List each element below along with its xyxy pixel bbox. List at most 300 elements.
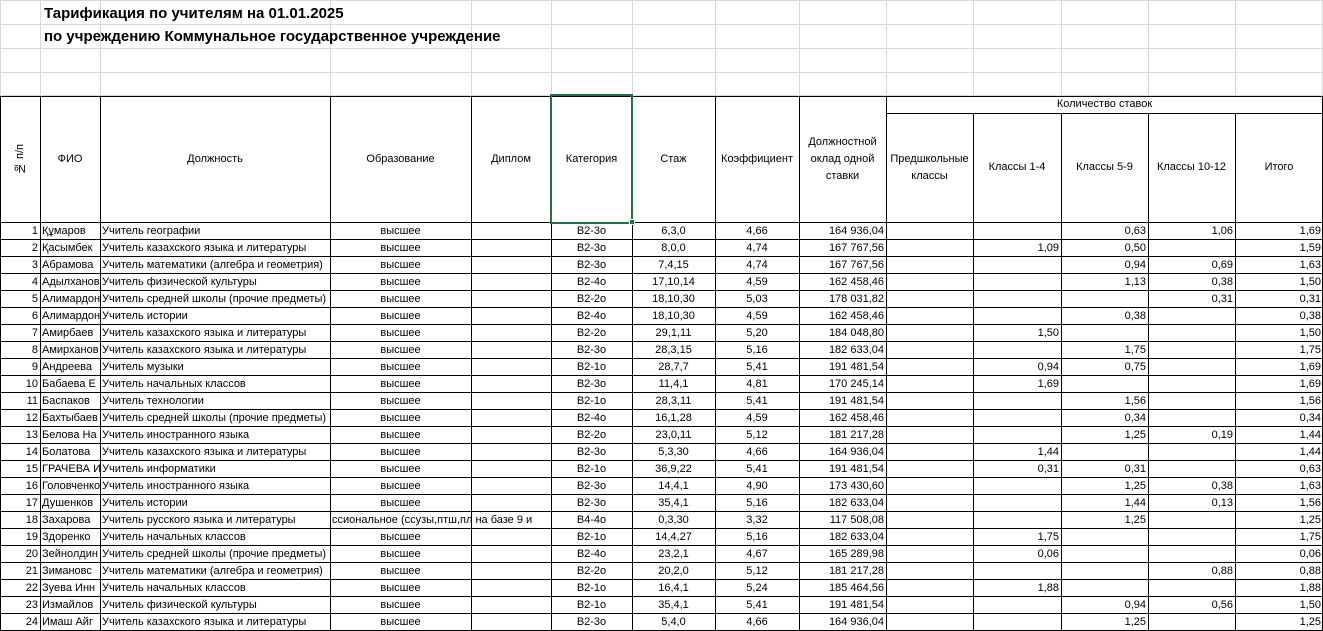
row-position[interactable]: Учитель средней школы (прочие предметы) xyxy=(102,548,327,560)
row-diploma[interactable] xyxy=(471,580,551,597)
row-fio[interactable]: Зейнолдин xyxy=(42,548,98,560)
row-grades-5-9[interactable]: 1,25 xyxy=(1124,480,1146,492)
row-diploma[interactable] xyxy=(471,597,551,614)
row-grades-10-12[interactable]: 0,38 xyxy=(1211,480,1233,492)
row-education[interactable]: высшее xyxy=(380,446,421,458)
row-experience[interactable]: 17,10,14 xyxy=(652,276,695,288)
header-education[interactable]: Образование xyxy=(366,152,435,165)
row-grades-1-4[interactable]: 1,09 xyxy=(1037,242,1059,254)
row-num[interactable]: 3 xyxy=(31,259,38,271)
row-grades-5-9[interactable]: 1,25 xyxy=(1124,514,1146,526)
row-position[interactable]: Учитель иностранного языка xyxy=(102,429,250,441)
row-grades-5-9[interactable]: 1,44 xyxy=(1124,497,1146,509)
row-grades-10-12[interactable] xyxy=(1148,461,1235,478)
row-total[interactable]: 1,69 xyxy=(1299,361,1321,373)
row-coefficient[interactable]: 4,59 xyxy=(746,412,768,424)
row-coefficient[interactable]: 3,32 xyxy=(746,514,768,526)
row-salary[interactable]: 184 048,80 xyxy=(828,327,884,339)
row-fio[interactable]: Зуева Инн xyxy=(42,582,96,594)
row-coefficient[interactable]: 5,24 xyxy=(746,582,768,594)
row-category[interactable]: В2-1о xyxy=(576,463,607,475)
row-coefficient[interactable]: 4,66 xyxy=(746,446,768,458)
row-category[interactable]: В2-2о xyxy=(576,293,607,305)
row-coefficient[interactable]: 5,12 xyxy=(746,565,768,577)
row-grades-5-9[interactable] xyxy=(1061,291,1148,308)
row-category[interactable]: В2-1о xyxy=(576,395,607,407)
row-category[interactable]: В2-3о xyxy=(576,259,607,271)
row-coefficient[interactable]: 4,74 xyxy=(746,242,768,254)
row-grades-1-4[interactable] xyxy=(973,512,1061,529)
row-education[interactable]: высшее xyxy=(380,310,421,322)
row-diploma[interactable] xyxy=(471,512,551,529)
row-total[interactable]: 1,44 xyxy=(1299,446,1321,458)
row-fio[interactable]: Қасымбек xyxy=(42,242,93,254)
row-grades-5-9[interactable] xyxy=(1061,580,1148,597)
row-category[interactable]: В2-1о xyxy=(576,582,607,594)
row-num[interactable]: 9 xyxy=(31,361,38,373)
row-grades-10-12[interactable]: 0,13 xyxy=(1211,497,1233,509)
row-grades-5-9[interactable] xyxy=(1061,376,1148,393)
row-salary[interactable]: 181 217,28 xyxy=(828,565,884,577)
row-grades-5-9[interactable]: 1,25 xyxy=(1124,429,1146,441)
row-position[interactable]: Учитель начальных классов xyxy=(102,582,246,594)
row-grades-5-9[interactable]: 1,56 xyxy=(1124,395,1146,407)
row-salary[interactable]: 182 633,04 xyxy=(828,531,884,543)
row-grades-5-9[interactable] xyxy=(1061,563,1148,580)
row-experience[interactable]: 28,7,7 xyxy=(658,361,689,373)
row-position[interactable]: Учитель информатики xyxy=(102,463,216,475)
row-fio[interactable]: Головченко xyxy=(42,480,101,492)
row-education[interactable]: высшее xyxy=(380,599,421,611)
row-category[interactable]: В2-3о xyxy=(576,616,607,628)
row-grades-1-4[interactable] xyxy=(973,342,1061,359)
row-grades-5-9[interactable]: 0,94 xyxy=(1124,259,1146,271)
row-education[interactable]: высшее xyxy=(380,565,421,577)
row-num[interactable]: 13 xyxy=(25,429,38,441)
row-preschool[interactable] xyxy=(886,410,973,427)
row-salary[interactable]: 167 767,56 xyxy=(828,242,884,254)
row-total[interactable]: 0,06 xyxy=(1299,548,1321,560)
row-preschool[interactable] xyxy=(886,427,973,444)
row-grades-10-12[interactable] xyxy=(1148,444,1235,461)
row-position[interactable]: Учитель технологии xyxy=(102,395,204,407)
row-grades-10-12[interactable] xyxy=(1148,359,1235,376)
row-category[interactable]: В2-4о xyxy=(576,412,607,424)
row-coefficient[interactable]: 4,74 xyxy=(746,259,768,271)
row-total[interactable]: 1,63 xyxy=(1299,259,1321,271)
row-grades-1-4[interactable] xyxy=(973,614,1061,631)
row-position[interactable]: Учитель казахского языка и литературы xyxy=(102,616,307,628)
row-total[interactable]: 1,75 xyxy=(1299,344,1321,356)
row-diploma[interactable] xyxy=(471,614,551,631)
header-category[interactable]: Категория xyxy=(565,152,618,165)
row-grades-5-9[interactable] xyxy=(1061,546,1148,563)
row-grades-5-9[interactable]: 0,94 xyxy=(1124,599,1146,611)
row-education[interactable]: высшее xyxy=(380,276,421,288)
row-num[interactable]: 19 xyxy=(25,531,38,543)
row-grades-5-9[interactable] xyxy=(1061,325,1148,342)
row-total[interactable]: 1,69 xyxy=(1299,378,1321,390)
row-diploma[interactable] xyxy=(471,257,551,274)
row-category[interactable]: В2-4о xyxy=(576,310,607,322)
row-preschool[interactable] xyxy=(886,274,973,291)
row-total[interactable]: 1,59 xyxy=(1299,242,1321,254)
row-education[interactable]: высшее xyxy=(380,344,421,356)
row-preschool[interactable] xyxy=(886,257,973,274)
row-education[interactable]: высшее xyxy=(380,327,421,339)
row-grades-10-12[interactable] xyxy=(1148,529,1235,546)
row-salary[interactable]: 167 767,56 xyxy=(828,259,884,271)
row-grades-10-12[interactable] xyxy=(1148,614,1235,631)
row-education[interactable]: высшее xyxy=(380,548,421,560)
row-salary[interactable]: 164 936,04 xyxy=(828,616,884,628)
row-grades-1-4[interactable] xyxy=(973,393,1061,410)
row-category[interactable]: В2-2о xyxy=(576,565,607,577)
row-num[interactable]: 15 xyxy=(25,463,38,475)
row-fio[interactable]: Болатова xyxy=(42,446,91,458)
row-category[interactable]: В2-3о xyxy=(576,242,607,254)
row-num[interactable]: 11 xyxy=(26,395,38,407)
row-position[interactable]: Учитель географии xyxy=(102,225,201,237)
row-diploma[interactable] xyxy=(471,393,551,410)
row-position[interactable]: Учитель математики (алгебра и геометрия) xyxy=(102,565,323,577)
row-education[interactable]: высшее xyxy=(380,378,421,390)
row-salary[interactable]: 182 633,04 xyxy=(828,344,884,356)
row-total[interactable]: 1,56 xyxy=(1299,497,1321,509)
row-experience[interactable]: 23,2,1 xyxy=(658,548,689,560)
row-num[interactable]: 24 xyxy=(25,616,38,628)
row-salary[interactable]: 162 458,46 xyxy=(828,310,884,322)
row-experience[interactable]: 28,3,15 xyxy=(655,344,692,356)
row-category[interactable]: В2-4о xyxy=(576,276,607,288)
row-preschool[interactable] xyxy=(886,614,973,631)
row-grades-5-9[interactable]: 0,63 xyxy=(1124,225,1146,237)
row-salary[interactable]: 191 481,54 xyxy=(828,395,884,407)
row-position[interactable]: Учитель средней школы (прочие предметы) xyxy=(102,293,327,305)
row-position[interactable]: Учитель русского языка и литературы xyxy=(102,514,296,526)
row-preschool[interactable] xyxy=(886,546,973,563)
row-coefficient[interactable]: 5,12 xyxy=(746,429,768,441)
row-experience[interactable]: 11,4,1 xyxy=(658,378,689,390)
row-experience[interactable]: 35,4,1 xyxy=(658,497,689,509)
row-num[interactable]: 6 xyxy=(31,310,38,322)
row-coefficient[interactable]: 4,90 xyxy=(746,480,768,492)
row-grades-5-9[interactable]: 0,75 xyxy=(1124,361,1146,373)
row-coefficient[interactable]: 4,66 xyxy=(746,225,768,237)
row-total[interactable]: 1,50 xyxy=(1299,599,1321,611)
row-grades-5-9[interactable]: 0,38 xyxy=(1124,310,1146,322)
row-education[interactable]: высшее xyxy=(380,259,421,271)
row-grades-10-12[interactable]: 0,31 xyxy=(1211,293,1233,305)
row-experience[interactable]: 18,10,30 xyxy=(652,293,695,305)
fill-handle[interactable] xyxy=(629,219,635,225)
row-experience[interactable]: 7,4,15 xyxy=(658,259,689,271)
row-salary[interactable]: 164 936,04 xyxy=(828,446,884,458)
row-grades-1-4[interactable] xyxy=(973,478,1061,495)
header-grades-5-9[interactable]: Классы 5-9 xyxy=(1076,161,1133,173)
row-diploma[interactable] xyxy=(471,444,551,461)
row-education[interactable]: высшее xyxy=(380,361,421,373)
row-category[interactable]: В2-4о xyxy=(576,548,607,560)
row-salary[interactable]: 182 633,04 xyxy=(828,497,884,509)
row-grades-5-9[interactable]: 1,75 xyxy=(1124,344,1146,356)
row-diploma[interactable] xyxy=(471,359,551,376)
row-diploma[interactable] xyxy=(471,223,551,240)
row-fio[interactable]: Измайлов xyxy=(42,599,94,611)
row-grades-1-4[interactable]: 0,31 xyxy=(1037,463,1059,475)
row-preschool[interactable] xyxy=(886,597,973,614)
header-total[interactable]: Итого xyxy=(1264,161,1294,173)
header-grades-10-12[interactable]: Классы 10-12 xyxy=(1156,161,1227,173)
row-total[interactable]: 0,88 xyxy=(1299,565,1321,577)
row-preschool[interactable] xyxy=(886,223,973,240)
row-total[interactable]: 1,50 xyxy=(1299,276,1321,288)
row-num[interactable]: 1 xyxy=(31,225,38,237)
row-coefficient[interactable]: 4,59 xyxy=(746,310,768,322)
row-coefficient[interactable]: 5,16 xyxy=(746,344,768,356)
row-grades-5-9[interactable] xyxy=(1061,529,1148,546)
row-num[interactable]: 10 xyxy=(25,378,38,390)
row-total[interactable]: 1,25 xyxy=(1299,616,1321,628)
row-grades-5-9[interactable]: 1,13 xyxy=(1124,276,1146,288)
row-grades-1-4[interactable] xyxy=(973,291,1061,308)
row-preschool[interactable] xyxy=(886,342,973,359)
row-grades-10-12[interactable] xyxy=(1148,580,1235,597)
row-experience[interactable]: 18,10,30 xyxy=(652,310,695,322)
row-coefficient[interactable]: 5,41 xyxy=(746,361,768,373)
row-coefficient[interactable]: 5,41 xyxy=(746,599,768,611)
row-diploma[interactable] xyxy=(471,427,551,444)
row-grades-5-9[interactable]: 0,34 xyxy=(1124,412,1146,424)
row-num[interactable]: 22 xyxy=(25,582,38,594)
row-grades-1-4[interactable]: 1,44 xyxy=(1037,446,1059,458)
row-preschool[interactable] xyxy=(886,240,973,257)
row-grades-10-12[interactable]: 0,56 xyxy=(1211,599,1233,611)
row-num[interactable]: 4 xyxy=(31,276,38,288)
row-num[interactable]: 20 xyxy=(25,548,38,560)
row-salary[interactable]: 162 458,46 xyxy=(828,412,884,424)
row-fio[interactable]: Амирханов xyxy=(42,344,99,356)
row-category[interactable]: В2-2о xyxy=(576,429,607,441)
row-fio[interactable]: Бахтыбаев xyxy=(42,412,98,424)
row-grades-5-9[interactable]: 1,25 xyxy=(1124,616,1146,628)
row-total[interactable]: 1,63 xyxy=(1299,480,1321,492)
row-total[interactable]: 1,44 xyxy=(1299,429,1321,441)
row-fio[interactable]: Здоренко xyxy=(42,531,91,543)
row-diploma[interactable] xyxy=(471,461,551,478)
row-category[interactable]: В4-4о xyxy=(576,514,607,526)
header-preschool[interactable]: Предшкольные классы xyxy=(890,152,969,182)
row-education[interactable]: высшее xyxy=(380,225,421,237)
row-position[interactable]: Учитель физической культуры xyxy=(102,599,257,611)
row-diploma[interactable] xyxy=(471,529,551,546)
row-diploma[interactable] xyxy=(471,410,551,427)
header-experience[interactable]: Стаж xyxy=(660,152,687,165)
row-grades-10-12[interactable] xyxy=(1148,512,1235,529)
row-num[interactable]: 2 xyxy=(31,242,38,254)
row-grades-1-4[interactable] xyxy=(973,495,1061,512)
row-experience[interactable]: 5,3,30 xyxy=(658,446,689,458)
row-salary[interactable]: 173 430,60 xyxy=(828,480,884,492)
header-coefficient[interactable]: Коэффициент xyxy=(720,152,794,165)
row-grades-1-4[interactable]: 0,94 xyxy=(1037,361,1059,373)
row-grades-10-12[interactable]: 0,88 xyxy=(1211,565,1233,577)
row-preschool[interactable] xyxy=(886,376,973,393)
row-grades-10-12[interactable]: 0,19 xyxy=(1211,429,1233,441)
row-coefficient[interactable]: 4,59 xyxy=(746,276,768,288)
row-grades-1-4[interactable] xyxy=(973,223,1061,240)
row-grades-10-12[interactable] xyxy=(1148,546,1235,563)
row-education[interactable]: высшее xyxy=(380,429,421,441)
row-education[interactable]: высшее xyxy=(380,616,421,628)
row-category[interactable]: В2-3о xyxy=(576,378,607,390)
row-experience[interactable]: 35,4,1 xyxy=(658,599,689,611)
row-grades-1-4[interactable] xyxy=(973,410,1061,427)
row-preschool[interactable] xyxy=(886,393,973,410)
row-coefficient[interactable]: 5,03 xyxy=(746,293,768,305)
row-total[interactable]: 0,63 xyxy=(1299,463,1321,475)
row-fio[interactable]: Амирбаев xyxy=(42,327,94,339)
row-num[interactable]: 14 xyxy=(25,446,38,458)
header-num[interactable] xyxy=(0,96,40,222)
row-num[interactable]: 8 xyxy=(31,344,38,356)
row-salary[interactable]: 181 217,28 xyxy=(828,429,884,441)
row-experience[interactable]: 8,0,0 xyxy=(661,242,686,254)
row-fio[interactable]: Алимардон xyxy=(42,293,101,305)
row-category[interactable]: В2-3о xyxy=(576,480,607,492)
row-education[interactable]: высшее xyxy=(380,463,421,475)
row-position[interactable]: Учитель истории xyxy=(102,310,188,322)
row-grades-1-4[interactable] xyxy=(973,308,1061,325)
row-diploma[interactable] xyxy=(471,308,551,325)
row-experience[interactable]: 16,4,1 xyxy=(658,582,689,594)
row-num[interactable]: 23 xyxy=(25,599,38,611)
row-total[interactable]: 1,50 xyxy=(1299,327,1321,339)
row-fio[interactable]: Белова На xyxy=(42,429,97,441)
row-num[interactable]: 18 xyxy=(25,514,38,526)
row-fio[interactable]: Бабаева Е xyxy=(42,378,96,390)
row-num[interactable]: 5 xyxy=(31,293,38,305)
row-salary[interactable]: 185 464,56 xyxy=(828,582,884,594)
row-grades-1-4[interactable]: 1,69 xyxy=(1037,378,1059,390)
row-category[interactable]: В2-1о xyxy=(576,361,607,373)
row-preschool[interactable] xyxy=(886,512,973,529)
row-fio[interactable]: ГРАЧЕВА И xyxy=(42,463,101,475)
row-category[interactable]: В2-3о xyxy=(576,497,607,509)
row-education[interactable]: высшее xyxy=(380,293,421,305)
row-experience[interactable]: 5,4,0 xyxy=(661,616,686,628)
row-experience[interactable]: 0,3,30 xyxy=(658,514,689,526)
row-preschool[interactable] xyxy=(886,325,973,342)
row-salary[interactable]: 162 458,46 xyxy=(828,276,884,288)
row-grades-10-12[interactable] xyxy=(1148,342,1235,359)
row-education[interactable]: высшее xyxy=(380,395,421,407)
row-diploma[interactable] xyxy=(471,495,551,512)
row-total[interactable]: 0,34 xyxy=(1299,412,1321,424)
row-num[interactable]: 16 xyxy=(25,480,38,492)
row-preschool[interactable] xyxy=(886,580,973,597)
row-fio[interactable]: Адылханов xyxy=(42,276,100,288)
row-position[interactable]: Учитель начальных классов xyxy=(102,378,246,390)
row-num[interactable]: 21 xyxy=(25,565,38,577)
row-grades-10-12[interactable] xyxy=(1148,308,1235,325)
row-diploma[interactable] xyxy=(471,240,551,257)
row-grades-10-12[interactable] xyxy=(1148,376,1235,393)
row-grades-10-12[interactable] xyxy=(1148,240,1235,257)
row-preschool[interactable] xyxy=(886,444,973,461)
row-grades-1-4[interactable] xyxy=(973,563,1061,580)
row-position[interactable]: Учитель казахского языка и литературы xyxy=(102,446,307,458)
row-category[interactable]: В2-3о xyxy=(576,225,607,237)
row-category[interactable]: В2-1о xyxy=(576,531,607,543)
row-salary[interactable]: 191 481,54 xyxy=(828,361,884,373)
row-grades-10-12[interactable]: 0,69 xyxy=(1211,259,1233,271)
row-grades-10-12[interactable] xyxy=(1148,410,1235,427)
row-experience[interactable]: 6,3,0 xyxy=(661,225,686,237)
row-num[interactable]: 7 xyxy=(31,327,38,339)
row-diploma[interactable] xyxy=(471,274,551,291)
row-grades-10-12[interactable] xyxy=(1148,325,1235,342)
header-salary[interactable]: Должностной оклад одной ставки xyxy=(808,135,877,182)
row-salary[interactable]: 178 031,82 xyxy=(828,293,884,305)
row-grades-5-9[interactable]: 0,31 xyxy=(1124,463,1146,475)
row-grades-5-9[interactable]: 0,50 xyxy=(1124,242,1146,254)
row-preschool[interactable] xyxy=(886,563,973,580)
row-category[interactable]: В2-2о xyxy=(576,327,607,339)
row-coefficient[interactable]: 5,41 xyxy=(746,395,768,407)
row-diploma[interactable] xyxy=(471,291,551,308)
row-salary[interactable]: 170 245,14 xyxy=(828,378,884,390)
row-grades-10-12[interactable]: 0,38 xyxy=(1211,276,1233,288)
row-salary[interactable]: 117 508,08 xyxy=(829,514,884,526)
row-coefficient[interactable]: 5,20 xyxy=(746,327,768,339)
row-diploma[interactable] xyxy=(471,376,551,393)
row-salary[interactable]: 191 481,54 xyxy=(828,599,884,611)
header-rates-group[interactable]: Количество ставок xyxy=(1056,98,1153,110)
row-preschool[interactable] xyxy=(886,308,973,325)
row-diploma[interactable] xyxy=(471,563,551,580)
row-coefficient[interactable]: 4,66 xyxy=(746,616,768,628)
row-preschool[interactable] xyxy=(886,478,973,495)
row-preschool[interactable] xyxy=(886,291,973,308)
row-experience[interactable]: 28,3,11 xyxy=(655,395,692,407)
row-fio[interactable]: Құмаров xyxy=(42,225,86,237)
row-fio[interactable]: Зимановс xyxy=(42,565,92,577)
row-preschool[interactable] xyxy=(886,359,973,376)
header-position[interactable]: Должность xyxy=(187,152,243,165)
row-fio[interactable]: Алимардон xyxy=(42,310,101,322)
row-diploma[interactable] xyxy=(471,478,551,495)
row-grades-1-4[interactable] xyxy=(973,274,1061,291)
row-salary[interactable]: 165 289,98 xyxy=(828,548,884,560)
row-diploma[interactable] xyxy=(471,342,551,359)
row-total[interactable]: 1,25 xyxy=(1299,514,1321,526)
row-diploma[interactable] xyxy=(471,546,551,563)
row-experience[interactable]: 14,4,27 xyxy=(655,531,692,543)
row-experience[interactable]: 23,0,11 xyxy=(655,429,692,441)
row-coefficient[interactable]: 5,16 xyxy=(746,531,768,543)
row-fio[interactable]: Абрамова xyxy=(42,259,94,271)
row-position[interactable]: Учитель музыки xyxy=(102,361,184,373)
row-preschool[interactable] xyxy=(886,461,973,478)
row-grades-1-4[interactable]: 1,50 xyxy=(1037,327,1059,339)
row-diploma[interactable] xyxy=(471,325,551,342)
header-diploma[interactable]: Диплом xyxy=(491,152,531,165)
row-category[interactable]: В2-3о xyxy=(576,344,607,356)
row-experience[interactable]: 29,1,11 xyxy=(655,327,692,339)
row-total[interactable]: 1,75 xyxy=(1299,531,1321,543)
row-education[interactable]: высшее xyxy=(380,531,421,543)
